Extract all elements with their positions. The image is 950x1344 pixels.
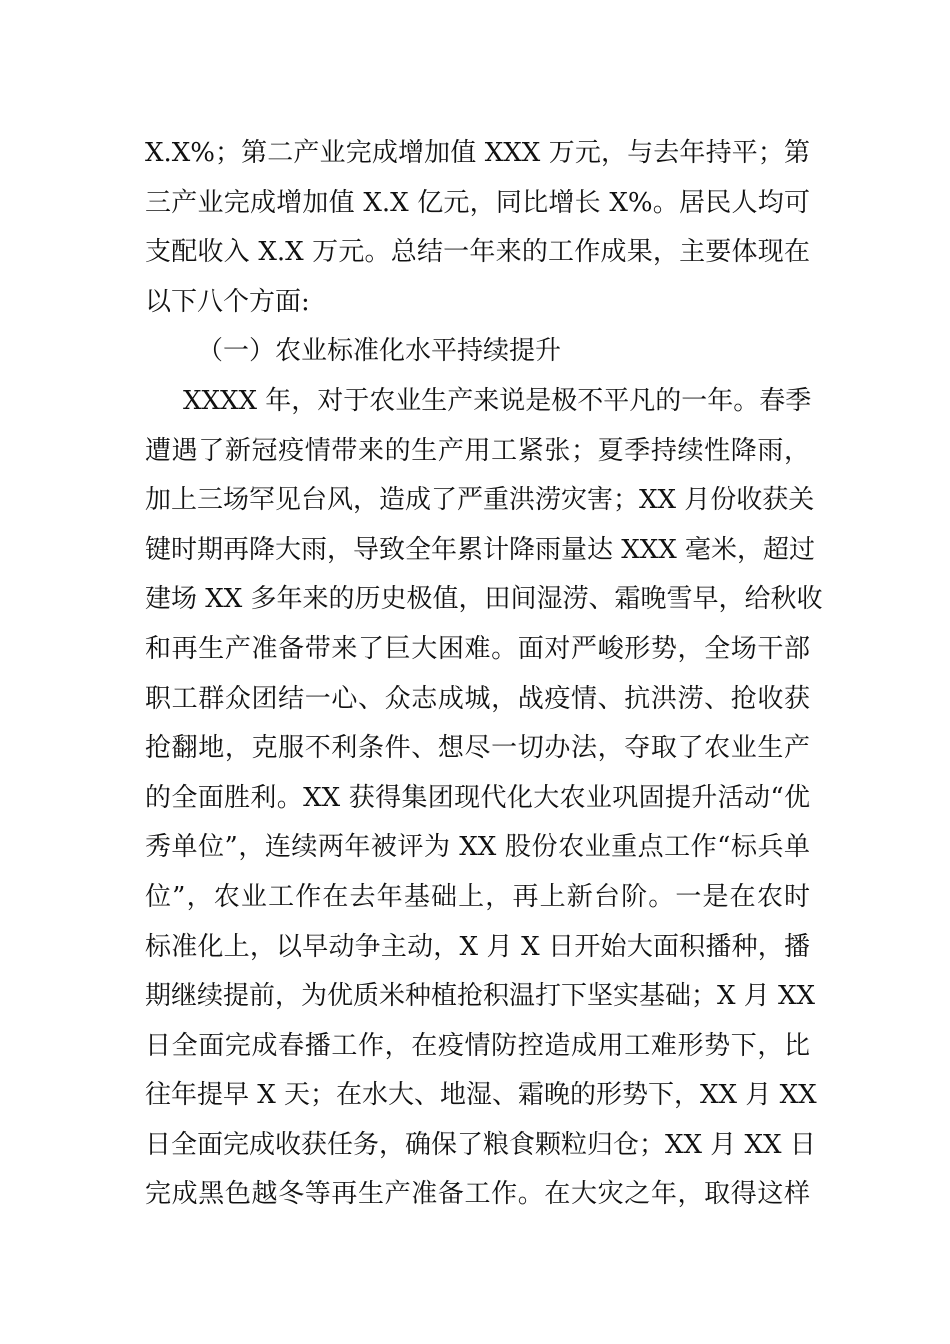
body-text [145,129,823,1220]
text-line: 遭遇了新冠疫情带来的生产用工紧张；夏季持续性降雨， [145,435,810,466]
text-line: 的全面胜利。XX 获得集团现代化大农业巩固提升活动“优 [145,782,810,813]
text-line: 位”，农业工作在去年基础上，再上新台阶。一是在农时 [145,881,810,912]
text-line: 支配收入 X.X 万元。总结一年来的工作成果，主要体现在 [145,237,810,268]
text-line: X.X%；第二产业完成增加值 XXX 万元，与去年持平；第 [145,138,810,168]
text-line: 日全面完成春播工作，在疫情防控造成用工难形势下，比 [145,1030,810,1061]
text-line: 抢翻地，克服不利条件、想尽一切办法，夺取了农业生产 [145,733,810,764]
text-line: 键时期再降大雨，导致全年累计降雨量达 XXX 毫米，超过 [145,534,816,565]
text-line: 往年提早 X 天；在水大、地湿、霜晚的形势下，XX 月 XX [145,1080,817,1111]
text-line: 完成黑色越冬等再生产准备工作。在大灾之年，取得这样 [145,1179,810,1210]
text-line: 以下八个方面: [145,286,310,317]
text-line: 三产业完成增加值 X.X 亿元，同比增长 X%。居民人均可 [145,187,810,218]
text-line: 日全面完成收获任务，确保了粮食颗粒归仓；XX 月 XX 日 [145,1129,816,1160]
text-line: 秀单位”，连续两年被评为 XX 股份农业重点工作“标兵单 [145,832,810,863]
text-line: 职工群众团结一心、众志成城，战疫情、抗洪涝、抢收获 [145,683,810,714]
section-heading: （一）农业标准化水平持续提升 [197,336,562,367]
text-line: 标准化上，以早动争主动，X 月 X 日开始大面积播种，播 [145,931,810,962]
text-line: 建场 XX 多年来的历史极值，田间湿涝、霜晚雪早，给秋收 [145,584,823,615]
text-line: XXXX 年，对于农业生产来说是极不平凡的一年。春季 [183,385,812,416]
text-line: 和再生产准备带来了巨大困难。面对严峻形势，全场干部 [145,633,810,664]
text-line: 期继续提前，为优质米种植抢积温打下坚实基础；X 月 XX [145,981,816,1012]
text-line: 加上三场罕见台风，造成了严重洪涝灾害；XX 月份收获关 [145,485,815,516]
